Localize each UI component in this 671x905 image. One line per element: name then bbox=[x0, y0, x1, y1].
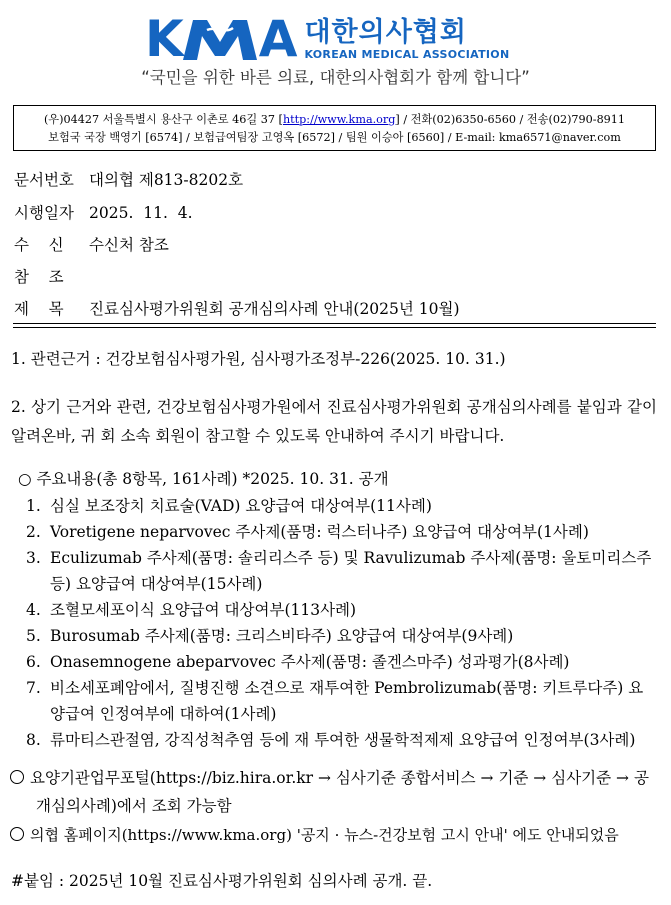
list-item: 4. 조혈모세포이식 요양급여 대상여부(113사례) bbox=[26, 601, 357, 619]
list-item: 2. Voretigene neparvovec 주사제(품명: 럭스터나주) 요양급여 대상여부(1사례) bbox=[26, 523, 589, 541]
summary-list bbox=[18, 466, 658, 753]
subject-label: 제 목 bbox=[14, 300, 64, 318]
list-item: 8. 류마티스관절염, 강직성척추염 등에 재 투여한 생물학적제제 요양급여 인정여부(3사례) bbox=[26, 731, 636, 749]
document-number-label: 문서번호 bbox=[14, 171, 74, 189]
circle-bullet-icon bbox=[10, 827, 24, 841]
issue-date-row bbox=[14, 201, 193, 223]
kma-logo bbox=[145, 10, 510, 68]
list-item: 1. 심실 보조장치 치료술(VAD) 요양급여 대상여부(11사례) bbox=[26, 497, 432, 515]
logo-letter-m bbox=[181, 16, 259, 62]
subject: 진료심사평가위원회 공개심의사례 안내(2025년 10월) bbox=[89, 300, 460, 318]
address-line: (우)04427 서울특별시 용산구 이촌로 46길 37 [http://www.kma.org] / 전화(02)6350-6560 / 전송(02)790-8911 bbox=[43, 113, 626, 126]
summary-heading: ○ 주요내용(총 8항목, 161사례) *2025. 10. 31. 공개 bbox=[18, 470, 389, 488]
logo-letter-k: K bbox=[145, 10, 181, 68]
document-number-row bbox=[14, 168, 243, 190]
subject-row bbox=[14, 297, 460, 319]
list-item: 6. Onasemnogene abeparvovec 주사제(품명: 졸겐스마주) 성과평가(8사례) bbox=[26, 653, 570, 671]
list-item: 7. 비소세포폐암에서, 질병진행 소견으로 재투여한 Pembrolizumab(품명: 키트루다주) 요양급여 인정여부에 대하여(1사례) bbox=[26, 679, 644, 723]
issue-date: 2025. 11. 4. bbox=[89, 204, 193, 222]
reference-row bbox=[14, 265, 89, 287]
recipient-label: 수 신 bbox=[14, 236, 64, 254]
logo-english-name: KOREAN MEDICAL ASSOCIATION bbox=[304, 48, 510, 61]
basis-paragraph: 1. 관련근거 : 건강보험심사평가원, 심사평가조정부-226(2025. 10. 31.) bbox=[11, 350, 506, 368]
kma-homepage-note: 의협 홈페이지(https://www.kma.org) '공지 · 뉴스-건강보험 고시 안내' 에도 안내되었음 bbox=[10, 820, 660, 850]
recipient-row bbox=[14, 233, 169, 255]
document-number: 대의협 제813-8202호 bbox=[89, 171, 244, 189]
reference-label: 참 조 bbox=[14, 268, 64, 286]
kma-logo-mark bbox=[145, 10, 295, 68]
circle-bullet-icon bbox=[10, 770, 24, 784]
logo-korean-name: 대한의사협회 bbox=[304, 17, 467, 48]
notice-paragraph: 2. 상기 근거와 관련, 건강보험심사평가원에서 진료심사평가위원회 공개심의사례를 붙임과 같이 알려온바, 귀 회 소속 회원이 참고할 수 있도록 안내하여 주시기 바랍니다. bbox=[11, 398, 657, 445]
recipient: 수신처 참조 bbox=[89, 236, 169, 254]
issue-date-label: 시행일자 bbox=[14, 204, 74, 222]
attachment-note: #붙임 : 2025년 10월 진료심사평가위원회 심의사례 공개. 끝. bbox=[11, 872, 433, 890]
header-divider-double bbox=[13, 327, 656, 328]
contact-line: 보험국 국장 백영기 [6574] / 보험급여팀장 고영옥 [6572] / 팀원 이승아 [6560] / E-mail: kma6571@naver.com bbox=[48, 131, 621, 144]
list-item: 5. Burosumab 주사제(품명: 크리스비타주) 요양급여 대상여부(9사례) bbox=[26, 627, 514, 645]
contact-info-box bbox=[13, 105, 656, 151]
logo-letter-a: A bbox=[258, 10, 295, 68]
header-divider bbox=[13, 323, 656, 324]
kma-website-link[interactable]: http://www.kma.org bbox=[282, 113, 396, 126]
slogan: “국민을 위한 바른 의료, 대한의사협회가 함께 합니다” bbox=[141, 68, 530, 87]
list-item: 3. Eculizumab 주사제(품명: 솔리리스주 등) 및 Ravulizumab 주사제(품명: 울토미리스주 등) 요양급여 대상여부(15사례) bbox=[26, 549, 652, 593]
portal-note: 요양기관업무포털(https://biz.hira.or.kr → 심사기준 종합서비스 → 기준 → 심사기준 → 공개심의사례)에서 조회 가능함 bbox=[10, 764, 655, 820]
